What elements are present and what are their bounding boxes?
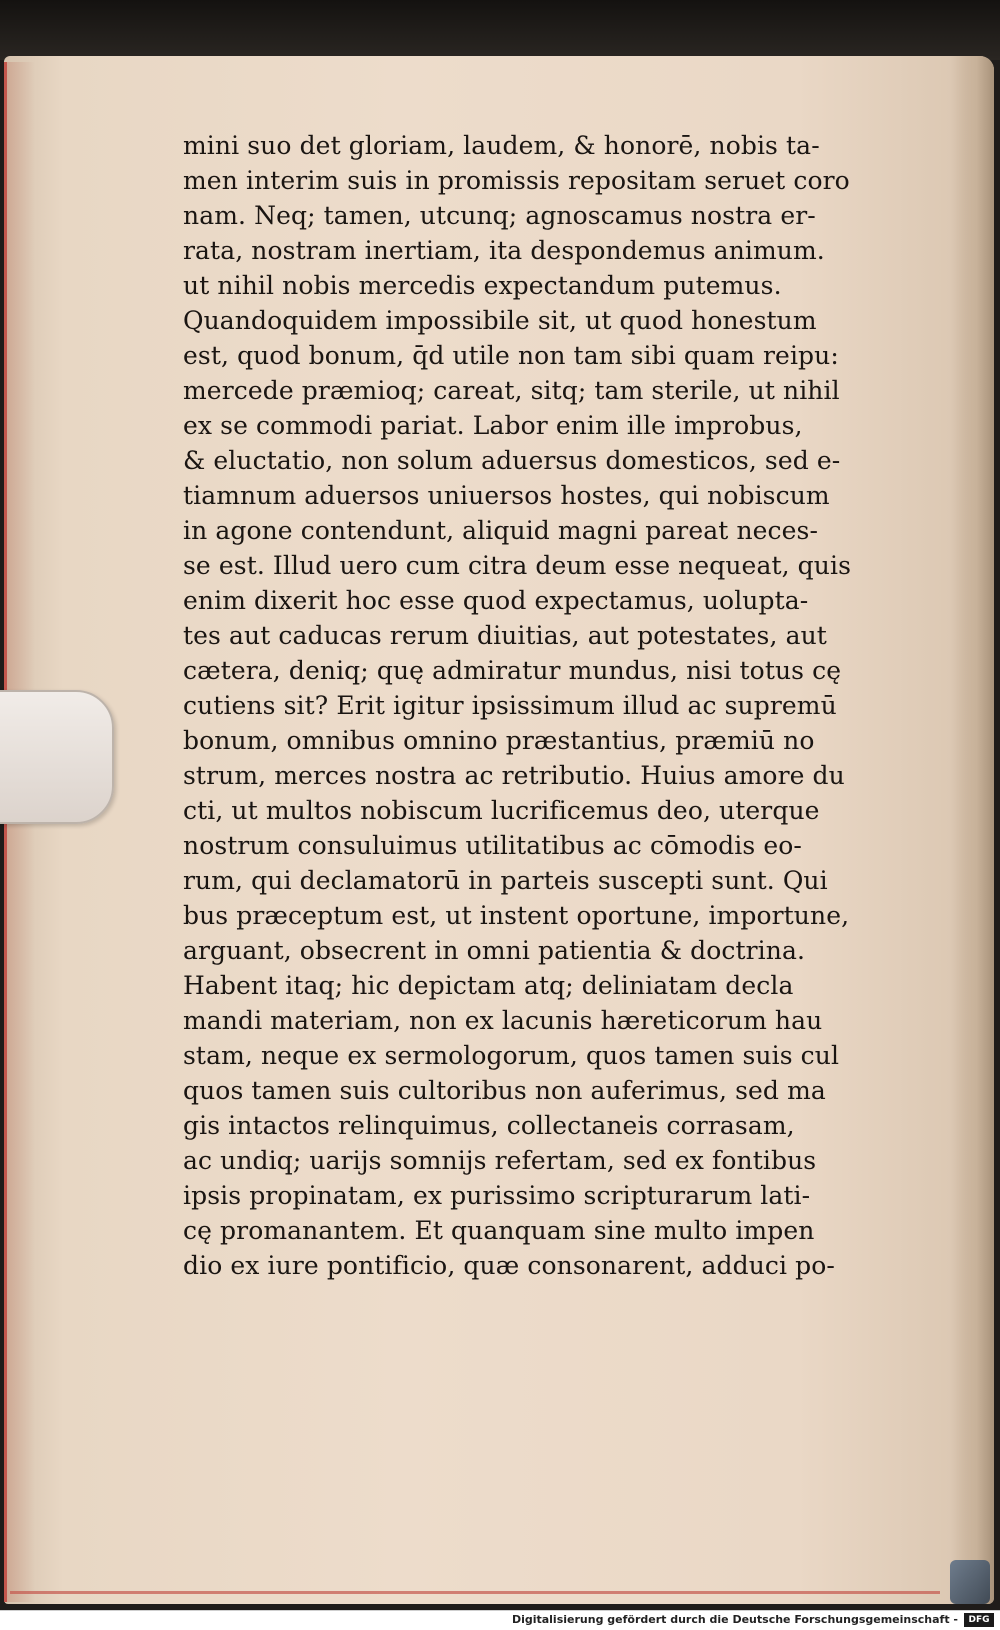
text-line: mini suo det gloriam, laudem, & honorē, nobis ta- <box>183 131 820 160</box>
text-line: mercede præmioq; careat, sitq; tam sterile, ut nihil <box>183 376 840 405</box>
footer-bar <box>0 1610 1000 1630</box>
text-line: ex se commodi pariat. Labor enim ille improbus, <box>183 411 803 440</box>
text-line: ac undiq; uarijs somnijs refertam, sed ex fontibus <box>183 1146 817 1175</box>
page-right-edge <box>950 56 994 1604</box>
text-line: bonum, omnibus omnino præstantius, præmiū no <box>183 726 815 755</box>
text-line: nostrum consuluimus utilitatibus ac cōmodis eo- <box>183 831 802 860</box>
text-line: bus præceptum est, ut instent oportune, importune, <box>183 901 850 930</box>
text-line: stam, neque ex sermologorum, quos tamen suis cul <box>183 1041 840 1070</box>
text-line: dio ex iure pontificio, quæ consonarent, adduci po- <box>183 1251 835 1280</box>
dfg-logo: DFG <box>964 1613 994 1627</box>
text-line: quos tamen suis cultoribus non auferimus, sed ma <box>183 1076 826 1105</box>
page-left-edge <box>4 62 35 1602</box>
text-line: in agone contendunt, aliquid magni pareat neces- <box>183 516 819 545</box>
text-line: nam. Neq; tamen, utcunq; agnoscamus nostra er- <box>183 201 816 230</box>
text-line: Habent itaq; hic depictam atq; deliniatam decla <box>183 971 794 1000</box>
body-text <box>183 128 913 1283</box>
text-line: est, quod bonum, q̄d utile non tam sibi quam reipu: <box>183 341 839 370</box>
book-background <box>0 0 1000 60</box>
text-line: cę promanantem. Et quanquam sine multo impen <box>183 1216 815 1245</box>
text-line: ipsis propinatam, ex purissimo scripturarum lati- <box>183 1181 811 1210</box>
text-line: mandi materiam, non ex lacunis hæreticorum hau <box>183 1006 823 1035</box>
text-line: strum, merces nostra ac retributio. Huius amore du <box>183 761 845 790</box>
text-line: gis intactos relinquimus, collectaneis corrasam, <box>183 1111 795 1140</box>
text-line: cti, ut multos nobiscum lucrificemus deo, uterque <box>183 796 820 825</box>
page-bottom-edge <box>10 1585 940 1594</box>
text-line: ut nihil nobis mercedis expectandum putemus. <box>183 271 782 300</box>
text-line: rata, nostram inertiam, ita despondemus animum. <box>183 236 825 265</box>
page-clip <box>0 690 114 824</box>
binding-corner <box>950 1560 990 1604</box>
text-line: se est. Illud uero cum citra deum esse nequeat, quis <box>183 551 852 580</box>
text-line: enim dixerit hoc esse quod expectamus, uolupta- <box>183 586 809 615</box>
text-line: rum, qui declamatorū in parteis suscepti sunt. Qui <box>183 866 828 895</box>
text-line: men interim suis in promissis repositam seruet coro <box>183 166 850 195</box>
text-line: arguant, obsecrent in omni patientia & doctrina. <box>183 936 806 965</box>
text-line: cætera, deniq; quę admiratur mundus, nisi totus cę <box>183 656 842 685</box>
text-line: cutiens sit? Erit igitur ipsissimum illud ac supremū <box>183 691 837 720</box>
text-line: tes aut caducas rerum diuitias, aut potestates, aut <box>183 621 827 650</box>
text-line: & eluctatio, non solum aduersus domesticos, sed e- <box>183 446 841 475</box>
text-line: tiamnum aduersos uniuersos hostes, qui nobiscum <box>183 481 830 510</box>
text-line: Quandoquidem impossibile sit, ut quod honestum <box>183 306 817 335</box>
funding-credit: Digitalisierung gefördert durch die Deutsche Forschungsgemeinschaft - <box>511 1613 958 1626</box>
